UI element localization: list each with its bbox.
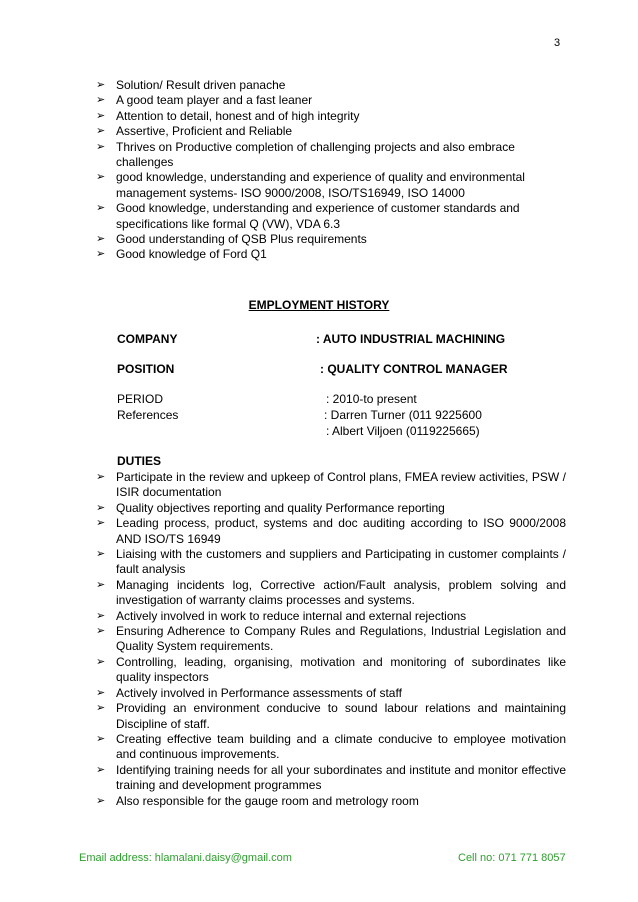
duty-item-text: Actively involved in work to reduce internal and external rejections bbox=[116, 608, 467, 623]
duty-item bbox=[96, 686, 566, 701]
arrow-bullet-icon: ➢ bbox=[96, 171, 106, 184]
skill-item bbox=[96, 170, 566, 201]
skills-list bbox=[96, 78, 566, 263]
arrow-bullet-icon: ➢ bbox=[96, 625, 106, 638]
arrow-bullet-icon: ➢ bbox=[96, 125, 106, 138]
footer-email: Email address: hlamalani.daisy@gmail.com bbox=[79, 852, 292, 864]
arrow-bullet-icon: ➢ bbox=[96, 79, 106, 91]
skill-item-text: Attention to detail, honest and of high integrity bbox=[116, 108, 360, 123]
page-number: 3 bbox=[554, 37, 561, 49]
duty-item bbox=[96, 655, 566, 686]
duty-item-text: Managing incidents log, Corrective action/Fault analysis, problem solving and investigation of warranty claims processes and systems. bbox=[116, 577, 566, 608]
arrow-bullet-icon: ➢ bbox=[96, 655, 106, 668]
arrow-bullet-icon: ➢ bbox=[96, 517, 106, 530]
period-label: PERIOD bbox=[117, 392, 164, 406]
duty-item bbox=[96, 701, 566, 732]
arrow-bullet-icon: ➢ bbox=[96, 109, 106, 122]
skill-item-text: Thrives on Productive completion of challenging projects and also embrace challenges bbox=[116, 139, 515, 170]
duty-item-text: Creating effective team building and a climate conducive to employee motivation and continuous improvements. bbox=[116, 731, 566, 762]
skill-item bbox=[96, 140, 566, 171]
skill-item bbox=[96, 124, 566, 139]
arrow-bullet-icon: ➢ bbox=[96, 686, 106, 699]
arrow-bullet-icon: ➢ bbox=[96, 794, 106, 807]
duty-item-text: Participate in the review and upkeep of Control plans, FMEA review activities, PSW / ISIR documentation bbox=[116, 470, 566, 500]
skill-item bbox=[96, 201, 566, 232]
skill-item-text: good knowledge, understanding and experience of quality and environmental management systems- ISO 9000/2008, ISO/TS16949, ISO 14000 bbox=[116, 170, 525, 200]
duty-item bbox=[96, 470, 566, 501]
footer-phone: Cell no: 071 771 8057 bbox=[458, 852, 566, 864]
arrow-bullet-icon: ➢ bbox=[96, 578, 106, 591]
duty-item bbox=[96, 732, 566, 763]
skill-item-text: A good team player and a fast leaner bbox=[116, 93, 313, 108]
arrow-bullet-icon: ➢ bbox=[96, 233, 106, 246]
arrow-bullet-icon: ➢ bbox=[96, 548, 106, 561]
arrow-bullet-icon: ➢ bbox=[96, 732, 106, 745]
position-label: POSITION bbox=[117, 362, 175, 376]
arrow-bullet-icon: ➢ bbox=[96, 248, 106, 261]
duty-item-text: Leading process, product, systems and doc auditing according to ISO 9000/2008 AND ISO/TS 16949 bbox=[116, 516, 566, 546]
skill-item-text: Assertive, Proficient and Reliable bbox=[116, 124, 293, 139]
arrow-bullet-icon: ➢ bbox=[96, 609, 106, 622]
skill-item-text: Solution/ Result driven panache bbox=[116, 78, 286, 92]
duty-item-text: Actively involved in Performance assessments of staff bbox=[116, 685, 402, 700]
skill-item bbox=[96, 232, 566, 247]
arrow-bullet-icon: ➢ bbox=[96, 702, 106, 715]
company-value: : AUTO INDUSTRIAL MACHINING bbox=[316, 332, 506, 346]
skill-item-text: Good knowledge, understanding and experience of customer standards and specifications like formal Q (VW), VDA 6.3 bbox=[116, 201, 520, 231]
company-label: COMPANY bbox=[117, 332, 178, 346]
reference-1: : Darren Turner (011 9225600 bbox=[324, 408, 482, 422]
duty-item-text: Controlling, leading, organising, motivation and monitoring of subordinates like quality inspectors bbox=[116, 654, 566, 685]
duty-item-text: Quality objectives reporting and quality Performance reporting bbox=[116, 500, 445, 515]
duty-item bbox=[96, 501, 566, 516]
duties-list bbox=[96, 470, 566, 809]
arrow-bullet-icon: ➢ bbox=[96, 94, 106, 107]
arrow-bullet-icon: ➢ bbox=[96, 202, 106, 215]
skill-item bbox=[96, 247, 566, 262]
arrow-bullet-icon: ➢ bbox=[96, 763, 106, 776]
duty-item bbox=[96, 547, 566, 578]
references-label: References bbox=[117, 408, 179, 422]
duty-item-text: Also responsible for the gauge room and metrology room bbox=[116, 793, 419, 808]
position-value: : QUALITY CONTROL MANAGER bbox=[320, 362, 508, 376]
duty-item bbox=[96, 578, 566, 609]
skill-item bbox=[96, 78, 566, 93]
duty-item bbox=[96, 624, 566, 655]
period-value: : 2010-to present bbox=[326, 392, 417, 406]
skill-item bbox=[96, 109, 566, 124]
duty-item-text: Identifying training needs for all your subordinates and institute and monitor effective training and development programmes bbox=[116, 762, 566, 793]
skill-item-text: Good knowledge of Ford Q1 bbox=[116, 247, 267, 262]
skill-item bbox=[96, 93, 566, 108]
arrow-bullet-icon: ➢ bbox=[96, 140, 106, 153]
duty-item-text: Ensuring Adherence to Company Rules and Regulations, Industrial Legislation and Quality System requirements. bbox=[116, 624, 566, 654]
duties-label: DUTIES bbox=[117, 454, 162, 468]
duty-item bbox=[96, 516, 566, 547]
duty-item bbox=[96, 794, 566, 809]
duty-item-text: Providing an environment conducive to sound labour relations and maintaining Discipline of staff. bbox=[116, 701, 566, 731]
employment-history-heading: EMPLOYMENT HISTORY bbox=[248, 298, 390, 312]
duty-item-text: Liaising with the customers and suppliers and Participating in customer complaints / fault analysis bbox=[116, 547, 566, 577]
duty-item bbox=[96, 609, 566, 624]
reference-2: : Albert Viljoen (0119225665) bbox=[326, 424, 480, 438]
arrow-bullet-icon: ➢ bbox=[96, 471, 106, 483]
duty-item bbox=[96, 763, 566, 794]
arrow-bullet-icon: ➢ bbox=[96, 501, 106, 514]
skill-item-text: Good understanding of QSB Plus requirements bbox=[116, 232, 367, 247]
